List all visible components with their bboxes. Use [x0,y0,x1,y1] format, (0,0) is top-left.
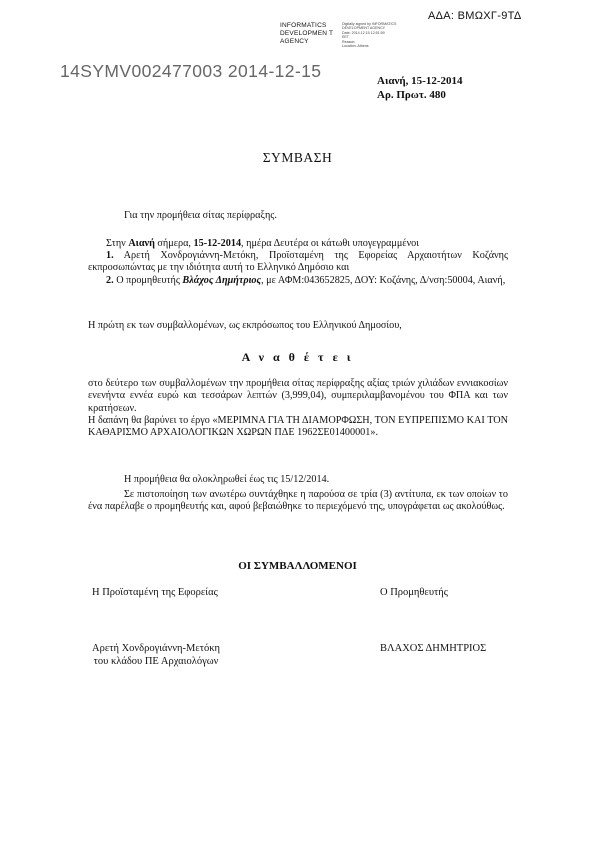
place-date: Αιανή, 15-12-2014 [377,75,463,87]
document-title: ΣΥΜΒΑΣΗ [262,150,333,165]
digital-signature-stamp [280,22,412,48]
intro-text: Στην [106,238,129,249]
subject-line: Για την προμήθεια σίτας περίφραξης. [124,210,277,221]
party-2-text: , με ΑΦΜ:043652825, ΔΟΥ: Κοζάνης, Δ/νση:50004, Αιανή, [261,275,506,286]
party-1 [88,250,508,275]
party-2-number: 2. [106,275,114,286]
signature-detail-line: Digitally signed by INFORMATICS [342,22,397,26]
supplier-name: Βλάχος Δημήτριος [182,275,262,286]
place-date-block [377,74,462,102]
ada-code: ΑΔΑ: ΒΜΩΧΓ-9ΤΔ [428,10,522,22]
right-signer-role: Ο Προμηθευτής [380,587,448,598]
completion-line: Η προμήθεια θα ολοκληρωθεί έως τις 15/12/2014. [124,474,330,485]
right-signer-name: ΒΛΑΧΟΣ ΔΗΜΗΤΡΙΟΣ [380,643,487,654]
signature-detail-line: EET [342,35,349,40]
signature-detail-line: DEVELOPMENT AGENCY [342,26,386,31]
signature-detail-line: Location: Athens [342,44,369,49]
left-signer-name-line: Αρετή Χονδρογιάννη-Μετόκη [92,643,221,654]
document-id: 14SYMV002477003 2014-12-15 [60,61,322,81]
party-2 [88,275,508,287]
closing-paragraph: Σε πιστοποίηση των ανωτέρω συντάχθηκε η παρούσα σε τρία (3) αντίτυπα, εκ των οποίων το ένα παρέλαβε ο προμηθευτής και, αφού βεβαιώθηκε το περιεχόμενό της, υπογράφεται ως ακολούθως. [88,489,508,513]
first-party-line: Η πρώτη εκ των συμβαλλομένων, ως εκπρόσωπος του Ελληνικού Δημοσίου, [88,320,402,331]
party-1-text: Αρετή Χονδρογιάννη-Μετόκη, Προϊσταμένη της Εφορείας Αρχαιοτήτων Κοζάνης εκπροσωπώντας με την ιδιότητα αυτή το Ελληνικό Δημόσιο και [88,250,508,274]
protocol-number: Αρ. Πρωτ. 480 [377,89,446,101]
signature-detail-line: Reason: [342,39,356,44]
contracting-parties-heading: ΟΙ ΣΥΜΒΑΛΛΟΜΕΝΟΙ [238,560,357,572]
left-signer-name [92,642,220,668]
parties-paragraph [88,238,508,250]
party-1-number: 1. [106,250,114,261]
assigns-heading: Α ν α θ έ τ ε ι [241,350,354,364]
signature-organization: INFORMATICS DEVELOPMEN T AGENCY [280,22,334,45]
party-2-text: Ο προμηθευτής [113,275,183,286]
assignment-paragraph: στο δεύτερο των συμβαλλομένων την προμήθεια σίτας περίφραξης αξίας τριών χιλιάδων εννιακοσίων ενενήντα εννέα ευρώ και τεσσάρων λεπτών (3,999,04), συμπεριλαμβανομένου του ΦΠΑ και των κρατήσεων. [88,378,508,414]
signature-detail-line: Date: 2014.12.15 12:51:59 [342,30,385,35]
intro-place: Αιανή [128,238,155,249]
expense-paragraph: Η δαπάνη θα βαρύνει το έργο «ΜΕΡΙΜΝΑ ΓΙΑ ΤΗ ΔΙΑΜΟΡΦΩΣΗ, ΤΟΝ ΕΥΠΡΕΠΙΣΜΟ ΚΑΙ ΤΟΝ ΚΑΘΑΡΙΣΜΟ ΑΡΧΑΙΟΛΟΓΙΚΩΝ ΧΩΡΩΝ ΠΔΕ 1962ΣΕ01400001». [88,415,508,439]
signature-details [342,22,412,48]
intro-text: σήμερα, [154,238,194,249]
left-signer-role: Η Προϊσταμένη της Εφορείας [92,587,218,598]
intro-text: , ημέρα Δευτέρα οι κάτωθι υπογεγραμμένοι [241,238,420,249]
intro-date: 15-12-2014 [193,238,242,249]
left-signer-title-line: του κλάδου ΠΕ Αρχαιολόγων [93,656,219,667]
